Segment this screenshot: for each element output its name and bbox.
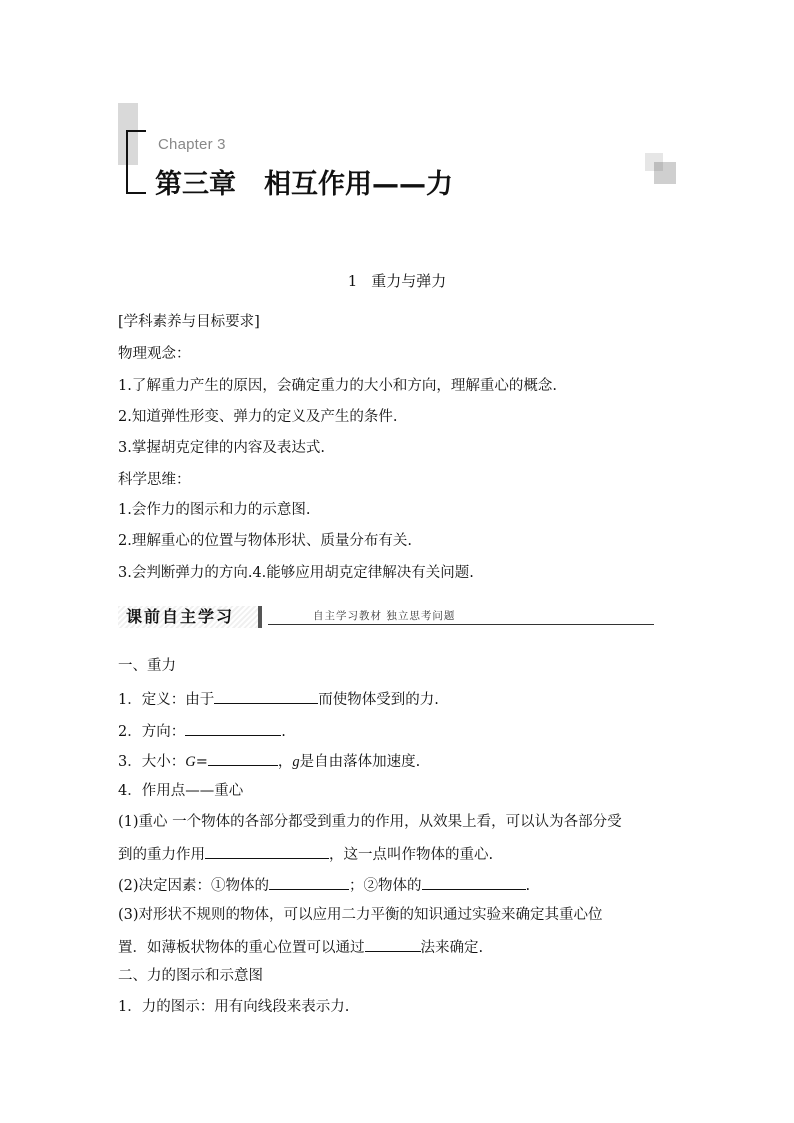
chapter-bracket-decoration [126,130,146,194]
cg-prefix: 到的重力作用 [118,847,205,863]
center-of-gravity-line-2 [118,843,493,865]
banner-subtitle: 自主学习教材 独立思考问题 [313,610,456,622]
chapter-title [155,162,453,201]
center-of-gravity-line-1: (1)重心 一个物体的各部分都受到重力的作用，从效果上看，可以认为各部分受 [118,814,622,830]
factors-suffix: . [525,878,531,894]
banner-bar [258,606,262,628]
thinking-item: 3.会判断弹力的方向.4.能够应用胡克定律解决有关问题. [118,565,474,581]
definition-blank[interactable] [214,688,318,704]
definition-line [118,688,439,710]
force-diagram-line: 1．力的图示：用有向线段来表示力. [118,999,350,1015]
concept-heading: 物理观念： [118,346,191,362]
section-title [0,270,794,291]
magnitude-blank[interactable] [208,750,278,766]
direction-prefix: 2．方向： [118,724,186,740]
direction-suffix: . [281,724,286,740]
banner-rule [268,624,654,625]
thin-plate-suffix: 法来确定. [420,940,484,956]
thinking-item: 2.理解重心的位置与物体形状、质量分布有关. [118,533,412,549]
concept-item: 3.掌握胡克定律的内容及表达式. [118,440,325,456]
concept-item: 2.知道弹性形变、弹力的定义及产生的条件. [118,409,398,425]
factors-middle: ；②物体的 [349,878,422,894]
factor-blank-1[interactable] [269,874,349,890]
chapter-title-main: 第三章 [155,169,236,200]
section-number: 1 [347,272,358,290]
chapter-label: Chapter 3 [158,136,226,153]
direction-line [118,720,286,742]
concept-item: 1.了解重力产生的原因，会确定重力的大小和方向，理解重心的概念. [118,378,557,394]
part2-title: 二、力的图示和示意图 [118,968,263,984]
thinking-heading: 科学思维： [118,472,191,488]
thin-plate-line [118,936,483,958]
cg-blank[interactable] [205,843,329,859]
gravity-variable: g [292,754,300,770]
definition-suffix: 而使物体受到的力. [318,692,439,708]
section-title-text: 重力与弹力 [371,272,447,290]
magnitude-line [118,750,420,772]
decorative-squares [645,153,677,185]
magnitude-equals: = [195,754,208,770]
magnitude-suffix: 是自由落体加速度. [299,754,421,770]
cg-suffix: ，这一点叫作物体的重心. [329,847,494,863]
magnitude-prefix: 3．大小： [118,754,186,770]
thin-plate-prefix: 置．如薄板状物体的重心位置可以通过 [118,940,365,956]
magnitude-variable: G [185,754,196,770]
goals-heading: [学科素养与目标要求] [118,314,260,330]
factors-line [118,874,530,896]
section-banner [118,606,654,628]
direction-blank[interactable] [185,720,281,736]
irregular-shape-line: (3)对形状不规则的物体，可以应用二力平衡的知识通过实验来确定其重心位 [118,907,603,923]
definition-prefix: 1．定义：由于 [118,692,215,708]
application-point: 4．作用点——重心 [118,783,244,799]
magnitude-comma: ， [277,754,293,770]
banner-title: 课前自主学习 [118,606,260,628]
factor-blank-2[interactable] [422,874,526,890]
thin-plate-blank[interactable] [365,936,421,952]
factors-prefix: (2)决定因素：①物体的 [118,878,270,894]
chapter-title-sub: 相互作用——力 [264,169,453,200]
thinking-item: 1.会作力的图示和力的示意图. [118,502,311,518]
part1-title: 一、重力 [118,658,176,674]
